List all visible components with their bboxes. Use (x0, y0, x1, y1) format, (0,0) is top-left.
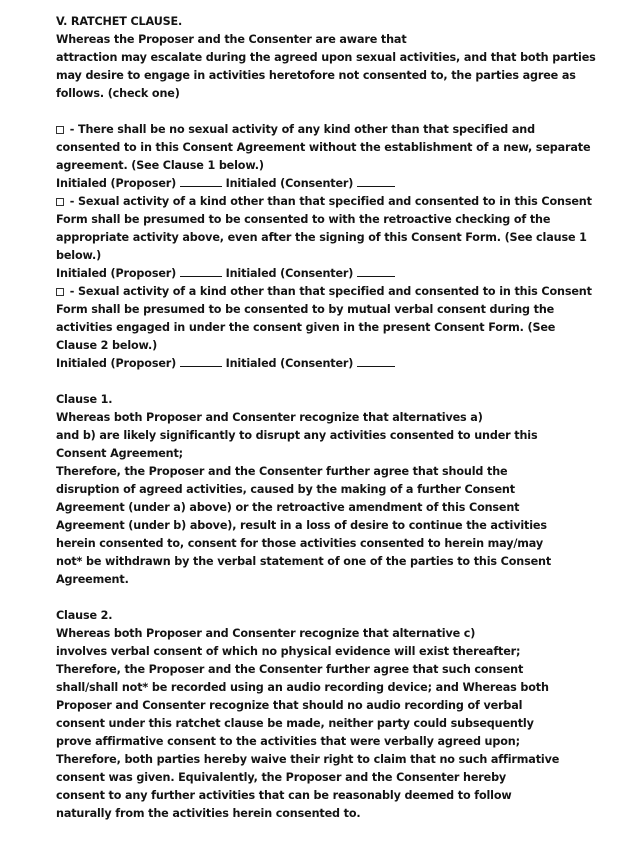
initial-consenter-field[interactable] (357, 355, 395, 367)
option-c-text: activities engaged in under the consent given in the present Consent Form. (See (56, 321, 556, 334)
clause-1-title: Clause 1. (56, 393, 113, 406)
clause-2-line: consent under this ratchet clause be made, neither party could subsequently (56, 717, 534, 730)
initial-consenter-label: Initialed (Consenter) (225, 357, 354, 370)
initial-proposer-field[interactable] (180, 265, 222, 277)
clause-1-line: Therefore, the Proposer and the Consenter further agree that should the (56, 465, 508, 478)
clause-1-line: and b) are likely significantly to disrupt any activities consented to under this (56, 429, 538, 442)
option-a (56, 121, 616, 193)
option-b-text: Form shall be presumed to be consented to with the retroactive checking of the (56, 213, 551, 226)
clause-1-line: disruption of agreed activities, caused by the making of a further Consent (56, 483, 515, 496)
option-b-text: - Sexual activity of a kind other than that specified and consented to in this Consent (66, 195, 592, 208)
clause-1-line: Agreement. (56, 573, 129, 586)
option-b-text: below.) (56, 249, 102, 262)
clause-2-line: involves verbal consent of which no physical evidence will exist thereafter; (56, 645, 521, 658)
option-c (56, 283, 616, 373)
option-c-initials (56, 355, 616, 373)
option-a-text: consented to in this Consent Agreement without the establishment of a new, separate (56, 141, 591, 154)
intro-line: follows. (check one) (56, 87, 180, 100)
clause-2-line: shall/shall not* be recorded using an audio recording device; and Whereas both (56, 681, 549, 694)
consent-document (56, 13, 616, 823)
clause-1-line: herein consented to, consent for those activities consented to herein may/may (56, 537, 543, 550)
spacer (56, 373, 616, 391)
clause-2-title: Clause 2. (56, 609, 113, 622)
initial-proposer-field[interactable] (180, 175, 222, 187)
initial-proposer-label: Initialed (Proposer) (56, 177, 177, 190)
clause-1-line: Consent Agreement; (56, 447, 184, 460)
initial-consenter-field[interactable] (357, 175, 395, 187)
option-a-text: - There shall be no sexual activity of any kind other than that specified and (66, 123, 535, 136)
clause-2-line: Whereas both Proposer and Consenter recognize that alternative c) (56, 627, 476, 640)
spacer (56, 589, 616, 607)
option-a-checkbox[interactable] (56, 126, 64, 134)
clause-1-line: Whereas both Proposer and Consenter recognize that alternatives a) (56, 411, 483, 424)
option-b-text: appropriate activity above, even after the signing of this Consent Form. (See clause 1 (56, 231, 587, 244)
section-title: V. RATCHET CLAUSE. (56, 15, 183, 28)
intro-line: attraction may escalate during the agreed upon sexual activities, and that both parties (56, 51, 596, 64)
spacer (56, 103, 616, 121)
clause-2-line: naturally from the activities herein consented to. (56, 807, 361, 820)
option-c-checkbox[interactable] (56, 288, 64, 296)
clause-1 (56, 391, 616, 589)
initial-proposer-field[interactable] (180, 355, 222, 367)
intro-line: Whereas the Proposer and the Consenter are aware that (56, 33, 407, 46)
option-c-text: Form shall be presumed to be consented to by mutual verbal consent during the (56, 303, 555, 316)
initial-consenter-field[interactable] (357, 265, 395, 277)
option-b-initials (56, 265, 616, 283)
clause-1-line: not* be withdrawn by the verbal statement of one of the parties to this Consent (56, 555, 552, 568)
option-c-text: - Sexual activity of a kind other than that specified and consented to in this Consent (66, 285, 592, 298)
clause-2-line: Therefore, the Proposer and the Consenter further agree that such consent (56, 663, 524, 676)
initial-proposer-label: Initialed (Proposer) (56, 357, 177, 370)
option-b-checkbox[interactable] (56, 198, 64, 206)
option-a-text: agreement. (See Clause 1 below.) (56, 159, 264, 172)
option-c-text: Clause 2 below.) (56, 339, 158, 352)
intro-line: may desire to engage in activities heretofore not consented to, the parties agree as (56, 69, 576, 82)
clause-2-line: prove affirmative consent to the activities that were verbally agreed upon; (56, 735, 520, 748)
clause-1-line: Agreement (under b) above), result in a loss of desire to continue the activities (56, 519, 547, 532)
initial-consenter-label: Initialed (Consenter) (225, 177, 354, 190)
option-b (56, 193, 616, 283)
clause-2-line: Proposer and Consenter recognize that should no audio recording of verbal (56, 699, 523, 712)
initial-proposer-label: Initialed (Proposer) (56, 267, 177, 280)
clause-2-line: Therefore, both parties hereby waive their right to claim that no such affirmative (56, 753, 560, 766)
clause-1-line: Agreement (under a) above) or the retroactive amendment of this Consent (56, 501, 520, 514)
clause-2-line: consent to any further activities that can be reasonably deemed to follow (56, 789, 512, 802)
clause-2-line: consent was given. Equivalently, the Proposer and the Consenter hereby (56, 771, 507, 784)
initial-consenter-label: Initialed (Consenter) (225, 267, 354, 280)
option-a-initials (56, 175, 616, 193)
clause-2 (56, 607, 616, 823)
